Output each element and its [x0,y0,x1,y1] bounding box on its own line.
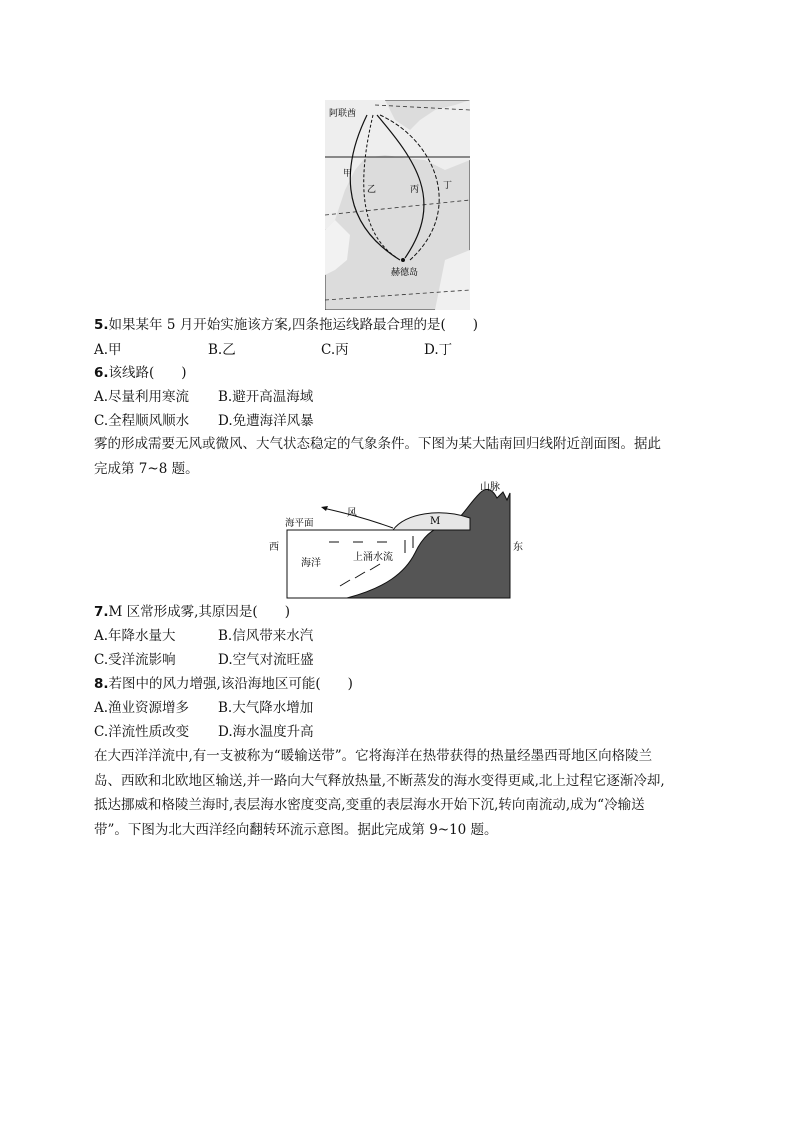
wind-arrow-head [321,506,328,511]
option-b: B.乙 [208,342,236,358]
option-a: A.甲 [94,342,122,358]
route-c-label: 丙 [410,185,420,195]
m-zone-label: M [430,516,441,527]
question-stem: 若图中的风力增强,该沿海地区可能( ) [108,676,353,692]
option-a: A.渔业资源增多 [94,700,190,716]
option-b: B.避开高温海域 [218,389,314,405]
question-7 [94,603,290,621]
intro-line: 完成第 7~8 题。 [94,460,199,477]
question-stem: 如果某年 5 月开始实施该方案,四条拖运线路最合理的是( ) [108,317,479,333]
option-d: D.海水温度升高 [218,724,314,740]
intro-line: 雾的形成需要无风或微风、大气状态稳定的气象条件。下图为某大陆南回归线附近剖面图。据此 [94,436,661,452]
route-b-label: 乙 [367,185,377,195]
cross-section-figure [265,478,525,600]
option-c: C.全程顺风顺水 [94,413,190,429]
option-c: C.丙 [321,342,349,358]
wind-label: 风 [347,508,357,519]
option-d: D.免遭海洋风暴 [218,413,314,429]
wind-arrow [323,508,393,528]
option-b: B.信风带来水汽 [218,628,314,644]
intro-9-10 [94,744,694,842]
question-stem: 该线路( ) [108,365,187,381]
option-a: A.年降水量大 [94,628,176,644]
question-stem: M 区常形成雾,其原因是( ) [108,604,290,620]
intro-line: 抵达挪威和格陵兰海时,表层海水密度变高,变重的表层海水开始下沉,转向南流动,成为“冷输送 [94,797,645,813]
question-8 [94,675,353,693]
option-c: C.受洋流影响 [94,652,176,668]
question-number: 5. [94,317,109,333]
upwelling-label: 上涌水流 [353,552,393,563]
option-d: D.丁 [424,342,453,358]
option-a: A.尽量利用寒流 [94,389,190,405]
route-d-label: 丁 [443,181,453,191]
west-label: 西 [269,542,279,553]
intro-line: 岛、西欧和北欧地区输送,并一路向大气释放热量,不断蒸发的海水变得更咸,北上过程它逐渐冷却, [94,772,665,789]
destination-dot [401,258,405,262]
question-5 [94,316,478,334]
option-c: C.洋流性质改变 [94,724,190,740]
option-b: B.大气降水增加 [218,700,314,716]
intro-7-8 [94,432,694,481]
intro-line: 在大西洋洋流中,有一支被称为“暖输送带”。它将海洋在热带获得的热量经墨西哥地区向格陵兰 [94,748,653,764]
option-d: D.空气对流旺盛 [218,652,314,668]
question-number: 7. [94,604,109,620]
destination-label: 赫德岛 [391,268,419,278]
question-6 [94,364,187,382]
route-a-label: 甲 [343,169,353,179]
sea-level-label: 海平面 [285,518,314,529]
ocean-label: 海洋 [301,558,321,569]
uae-label: 阿联酋 [329,109,357,119]
question-number: 6. [94,365,109,381]
question-number: 8. [94,676,109,692]
route-map-figure [325,100,470,310]
intro-line: 带”。下图为北大西洋经向翻转环流示意图。据此完成第 9~10 题。 [94,821,498,838]
east-label: 东 [513,542,523,553]
mountain-label: 山脉 [480,482,500,493]
